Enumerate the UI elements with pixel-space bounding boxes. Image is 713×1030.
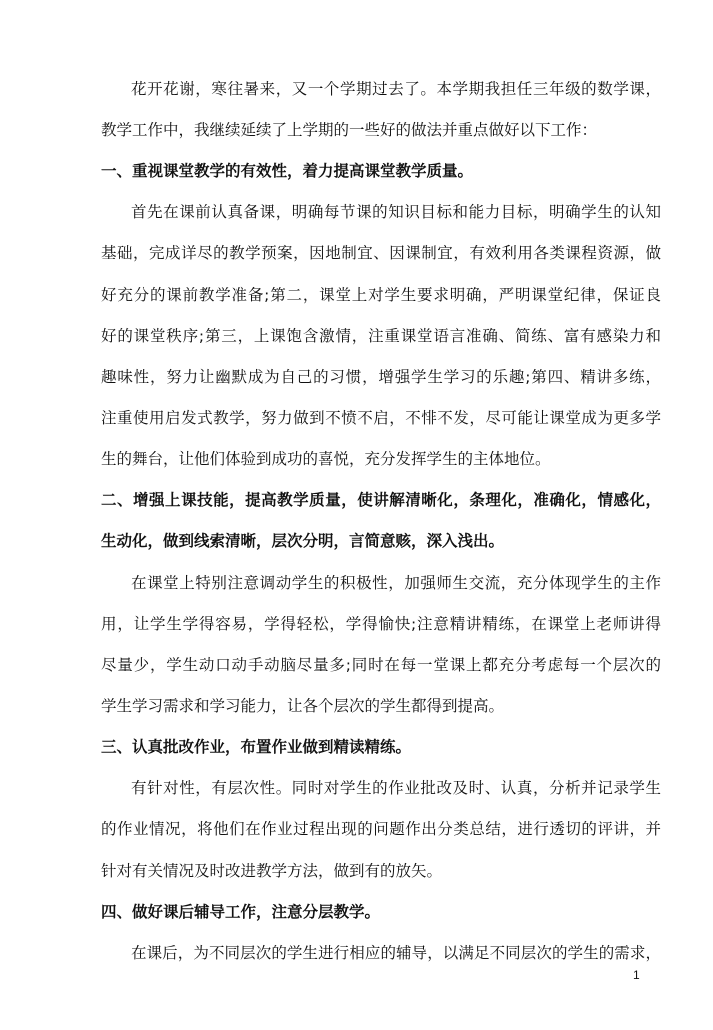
section-heading: 一、重视课堂教学的有效性，着力提高课堂教学质量。: [101, 162, 474, 180]
section-heading: 二、增强上课技能，提高教学质量，使讲解清晰化，条理化，准确化，情感化，: [101, 491, 661, 509]
paragraph-line: 生的舞台，让他们体验到成功的喜悦，充分发挥学生的主体地位。: [101, 450, 551, 468]
paragraph-line: 教学工作中，我继续延续了上学期的一些好的做法并重点做好以下工作：: [101, 121, 598, 139]
paragraph-line: 的作业情况，将他们在作业过程出现的问题作出分类总结，进行透切的评讲，并: [101, 820, 661, 838]
paragraph-line: 在课堂上特别注意调动学生的积极性，加强师生交流，充分体现学生的主作: [131, 574, 661, 592]
section-heading: 生动化，做到线索清晰，层次分明，言简意赅，深入浅出。: [101, 532, 505, 550]
paragraph-line: 尽量少，学生动口动手动脑尽量多;同时在每一堂课上都充分考虑每一个层次的: [101, 656, 661, 674]
paragraph-line: 首先在课前认真备课，明确每节课的知识目标和能力目标，明确学生的认知: [131, 203, 661, 221]
paragraph-line: 用，让学生学得容易，学得轻松，学得愉快;注意精讲精练，在课堂上老师讲得: [101, 615, 661, 633]
paragraph-line: 好的课堂秩序;第三，上课饱含激情，注重课堂语言准确、简练、富有感染力和: [101, 327, 661, 345]
paragraph-line: 学生学习需求和学习能力，让各个层次的学生都得到提高。: [101, 697, 505, 715]
page-number: 1: [633, 968, 640, 982]
section-heading: 四、做好课后辅导工作，注意分层教学。: [101, 903, 381, 921]
paragraph-line: 注重使用启发式教学，努力做到不愤不启，不悱不发，尽可能让课堂成为更多学: [101, 409, 661, 427]
paragraph-line: 针对有关情况及时改进教学方法，做到有的放矢。: [101, 862, 443, 880]
section-heading: 三、认真批改作业，布置作业做到精读精练。: [101, 738, 412, 756]
paragraph-line: 在课后，为不同层次的学生进行相应的辅导，以满足不同层次的学生的需求，: [131, 944, 661, 962]
paragraph-line: 好充分的课前教学准备;第二，课堂上对学生要求明确，严明课堂纪律，保证良: [101, 286, 661, 304]
paragraph-line: 有针对性，有层次性。同时对学生的作业批改及时、认真，分析并记录学生: [131, 779, 661, 797]
paragraph-line: 基础，完成详尽的教学预案，因地制宜、因课制宜，有效利用各类课程资源，做: [101, 244, 661, 262]
paragraph-line: 趣味性，努力让幽默成为自己的习惯，增强学生学习的乐趣;第四、精讲多练，: [101, 368, 661, 386]
paragraph-line: 花开花谢，寒往暑来，又一个学期过去了。本学期我担任三年级的数学课，: [131, 80, 661, 98]
